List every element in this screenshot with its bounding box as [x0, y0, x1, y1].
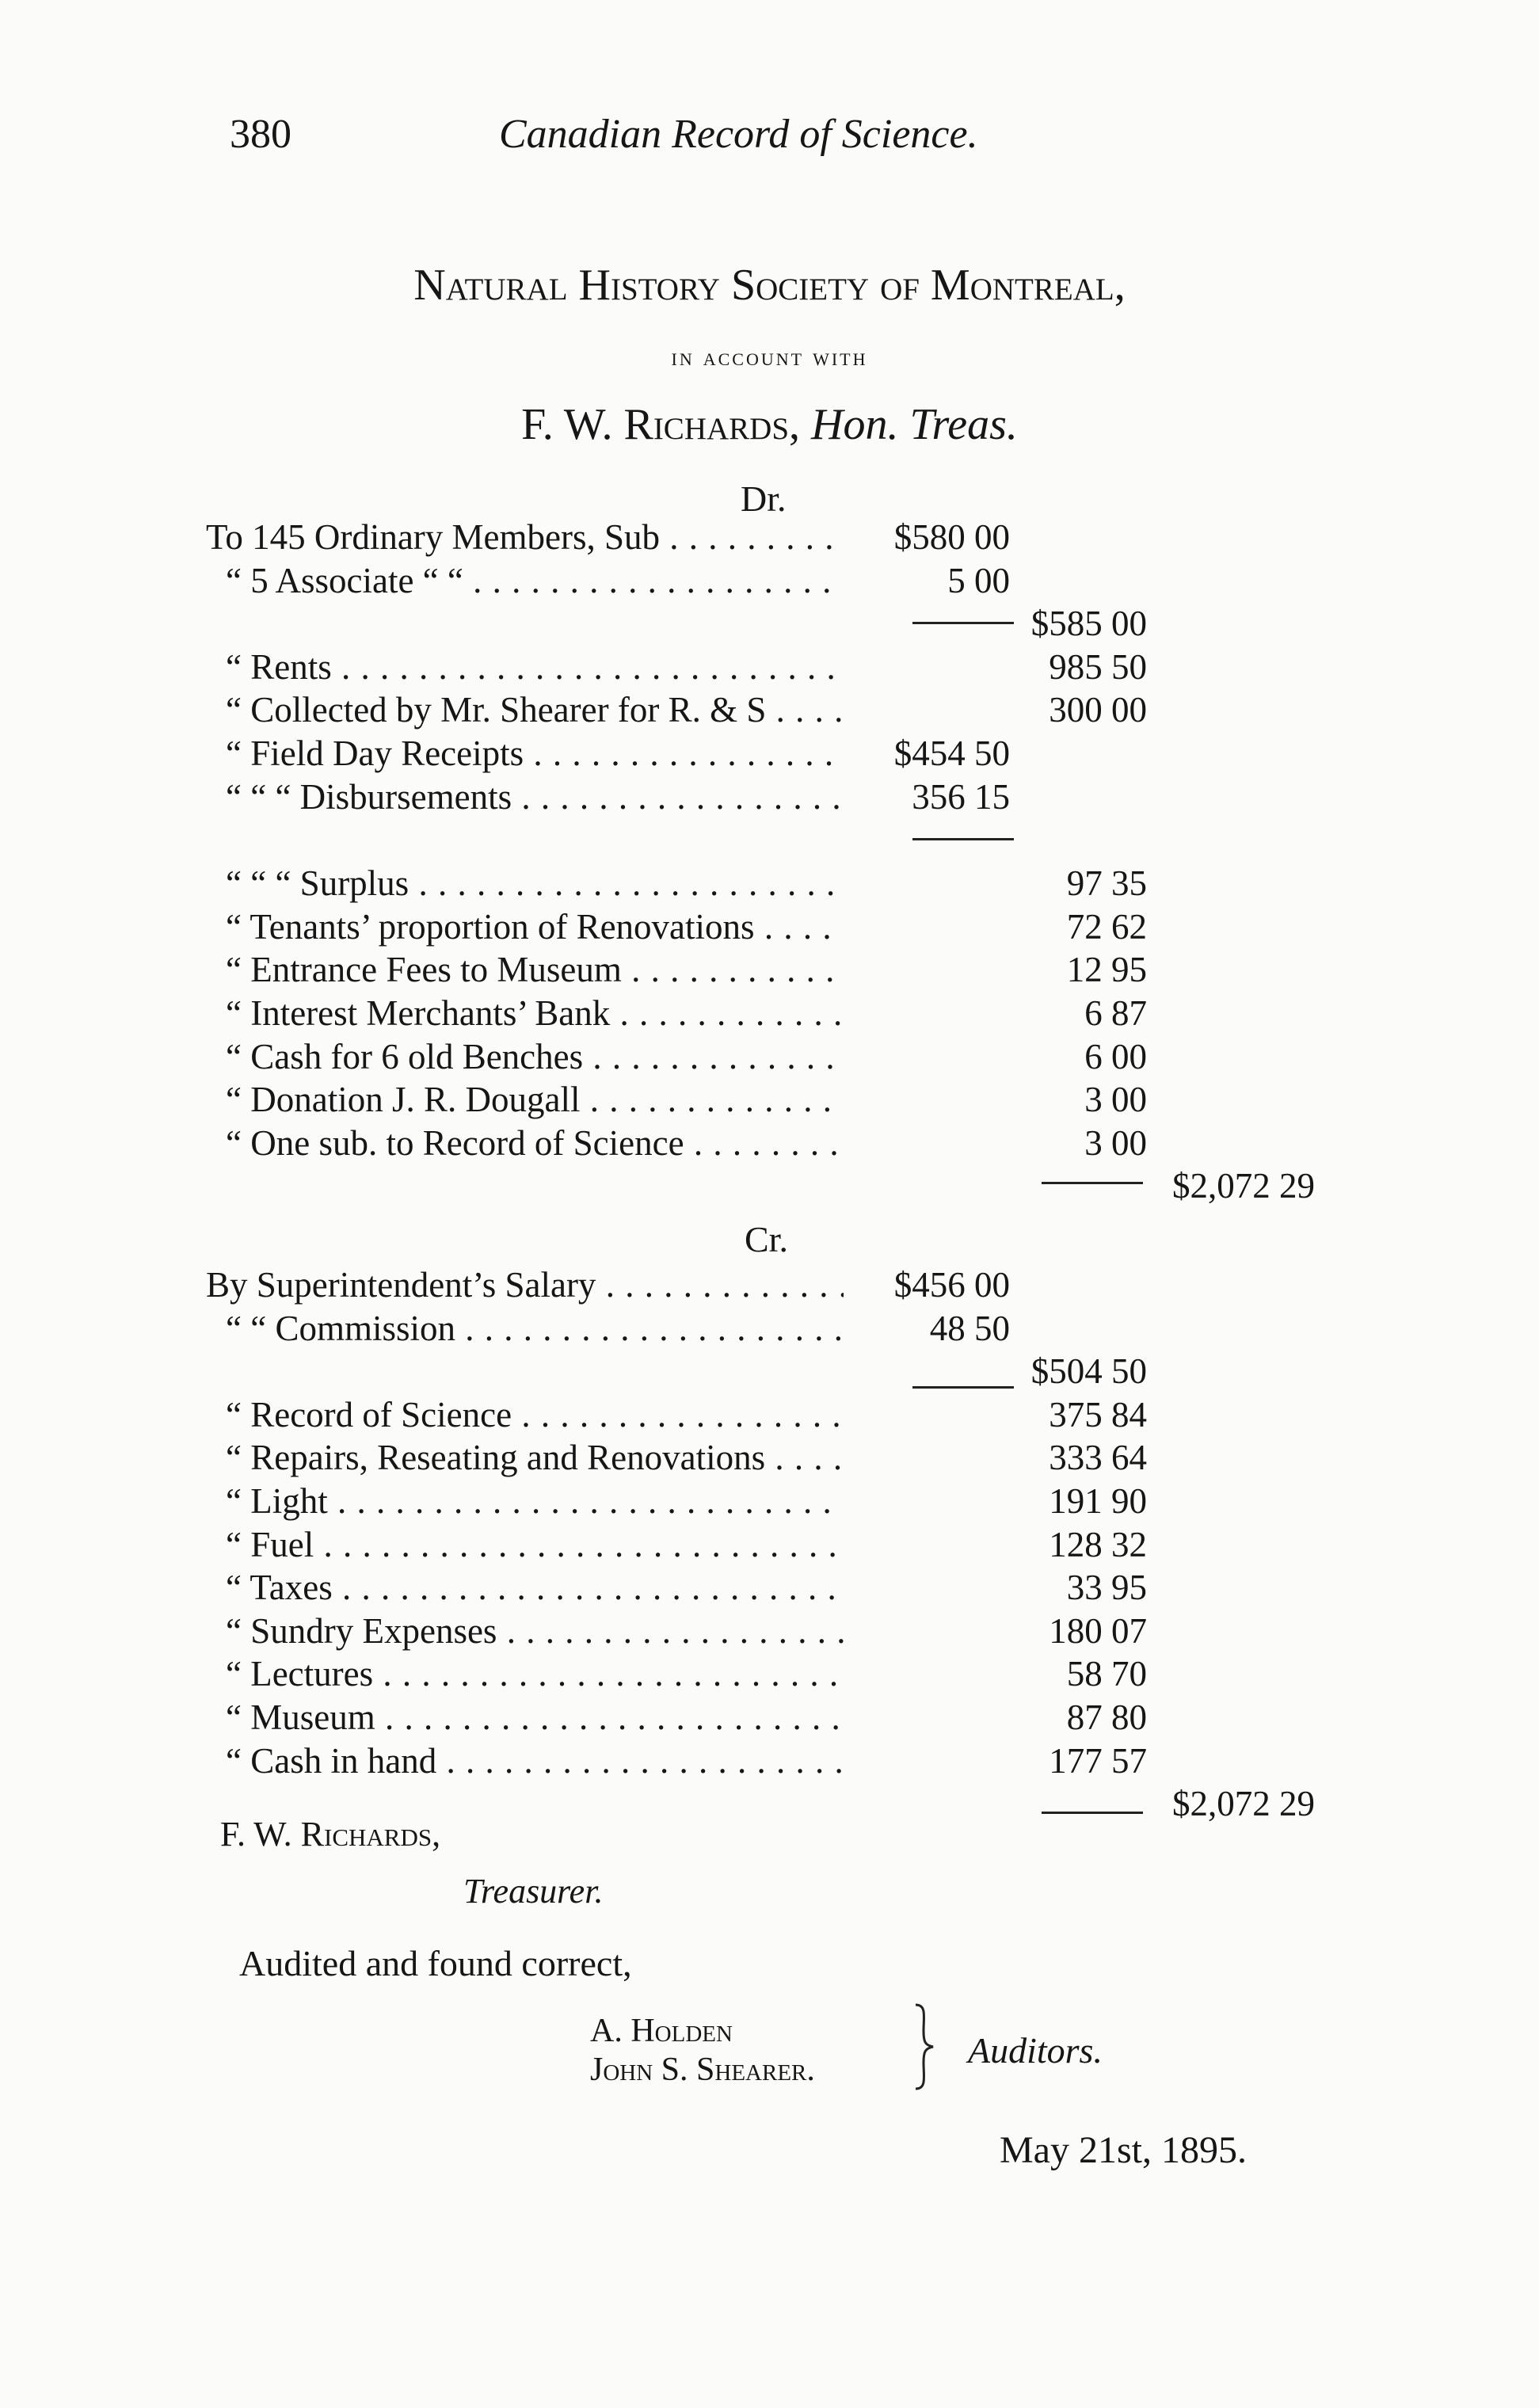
entry-label: “ Museum . . .	[226, 1695, 844, 1739]
amount-c2: 6 87	[1084, 993, 1147, 1033]
amount-c2: $585 00	[1030, 604, 1147, 644]
ledger-row	[0, 731, 1539, 775]
ledger-row	[0, 1479, 1539, 1523]
sum-rule	[912, 1386, 1014, 1389]
credit-heading: Cr.	[745, 1219, 788, 1259]
auditors-label: Auditors.	[968, 2030, 1103, 2071]
ledger-row	[0, 1349, 1539, 1393]
entry-label: “ Light . . .	[226, 1479, 844, 1523]
date-line: May 21st, 1895.	[1000, 2129, 1247, 2171]
entry-label: “ 5 Associate “ “ . . .	[226, 558, 844, 603]
ledger-row	[0, 1121, 1539, 1165]
amount-c3: $2,072 29	[1172, 1784, 1315, 1824]
account-subtitle: in account with	[671, 342, 868, 371]
amount-c2: 3 00	[1084, 1122, 1147, 1163]
entry-label: “ Cash in hand . . .	[226, 1739, 844, 1783]
entry-label: “ Taxes . . .	[226, 1565, 844, 1610]
ledger-row	[0, 905, 1539, 949]
entry-label: “ Field Day Receipts . . .	[226, 731, 844, 775]
sum-rule	[912, 622, 1014, 624]
amount-c1: $456 00	[893, 1265, 1010, 1305]
signature-title: Treasurer.	[463, 1872, 604, 1911]
amount-c2: 177 57	[1049, 1740, 1147, 1781]
entry-label: “ Lectures . . .	[226, 1652, 844, 1696]
amount-c2: 12 95	[1066, 950, 1147, 990]
amount-c1: $580 00	[893, 517, 1010, 557]
entry-label: “ Entrance Fees to Museum . . .	[226, 947, 844, 992]
entry-label: “ Record of Science . . .	[226, 1393, 844, 1437]
amount-c2: 97 35	[1066, 863, 1147, 904]
treasurer-name: F. W. Richards,	[521, 400, 801, 449]
ledger-row	[0, 1077, 1539, 1122]
ledger-row	[0, 645, 1539, 689]
amount-c2: $504 50	[1030, 1351, 1147, 1392]
auditor-brace	[912, 2002, 936, 2091]
amount-c1: 48 50	[929, 1308, 1010, 1348]
treasurer-role: Hon. Treas.	[811, 400, 1018, 449]
auditor-name: A. Holden	[590, 2013, 733, 2049]
ledger-row	[0, 1393, 1539, 1437]
audit-statement: Audited and found correct,	[239, 1943, 632, 1983]
entry-label: To 145 Ordinary Members, Sub . . .	[206, 515, 844, 559]
ledger-row	[0, 947, 1539, 992]
entry-label: “ Collected by Mr. Shearer for R. & S . . .	[226, 688, 844, 732]
entry-label: “ Sundry Expenses . . .	[226, 1609, 844, 1653]
ledger-row	[0, 1164, 1539, 1208]
amount-c3: $2,072 29	[1172, 1166, 1315, 1206]
ledger-row	[0, 1306, 1539, 1351]
ledger-row	[0, 688, 1539, 732]
ledger-row	[0, 1565, 1539, 1610]
entry-label: “ Repairs, Reseating and Renovations . . .	[226, 1435, 844, 1480]
amount-c2: 375 84	[1049, 1394, 1147, 1435]
entry-label: “ Donation J. R. Dougall . . .	[226, 1077, 844, 1122]
amount-c1: 356 15	[912, 776, 1010, 817]
amount-c2: 33 95	[1066, 1568, 1147, 1608]
ledger-row	[0, 601, 1539, 646]
entry-label: “ Fuel . . .	[226, 1522, 844, 1567]
entry-label: “ “ Commission . . .	[226, 1306, 844, 1351]
debit-heading: Dr.	[741, 478, 787, 519]
entry-label: “ “ “ Surplus . . .	[226, 861, 844, 905]
ledger-row	[0, 1435, 1539, 1480]
entry-label: By Superintendent’s Salary . . .	[206, 1263, 844, 1307]
ledger-row	[0, 861, 1539, 905]
entry-label: “ Interest Merchants’ Bank . . .	[226, 991, 844, 1035]
ledger-row	[0, 991, 1539, 1035]
ledger-row	[0, 558, 1539, 603]
entry-label: “ Cash for 6 old Benches . . .	[226, 1034, 844, 1079]
amount-c2: 6 00	[1084, 1036, 1147, 1076]
amount-c2: 3 00	[1084, 1080, 1147, 1120]
amount-c2: 87 80	[1066, 1697, 1147, 1737]
ledger-row	[0, 1609, 1539, 1653]
amount-c2: 180 07	[1049, 1610, 1147, 1651]
signature-name: F. W. Richards,	[220, 1815, 441, 1854]
ledger-row	[0, 1522, 1539, 1567]
amount-c2: 128 32	[1049, 1524, 1147, 1564]
amount-c2: 191 90	[1049, 1481, 1147, 1521]
entry-label: “ One sub. to Record of Science . . .	[226, 1121, 844, 1165]
amount-c1: 5 00	[947, 560, 1010, 600]
entry-label: “ “ “ Disbursements . . .	[226, 775, 844, 819]
account-title: Natural History Society of Montreal,	[413, 261, 1126, 310]
amount-c2: 72 62	[1066, 906, 1147, 947]
ledger-row	[0, 1739, 1539, 1783]
page-number: 380	[230, 112, 291, 157]
ledger-row	[0, 1695, 1539, 1739]
ledger-row	[0, 1263, 1539, 1307]
amount-c2: 300 00	[1049, 690, 1147, 730]
treasurer-heading	[0, 399, 1539, 450]
auditor-name: John S. Shearer.	[590, 2052, 815, 2088]
amount-c1: $454 50	[893, 733, 1010, 773]
entry-label: “ Tenants’ proportion of Renovations . . .	[226, 905, 844, 949]
ledger-row	[0, 515, 1539, 559]
ledger-row	[0, 1034, 1539, 1079]
amount-c2: 985 50	[1049, 646, 1147, 687]
amount-c2: 333 64	[1049, 1438, 1147, 1478]
amount-c2: 58 70	[1066, 1654, 1147, 1694]
sum-rule	[1042, 1812, 1143, 1814]
running-head: Canadian Record of Science.	[499, 112, 978, 157]
ledger-row	[0, 775, 1539, 819]
sum-rule	[1042, 1182, 1143, 1184]
sum-rule	[912, 838, 1014, 840]
ledger-row	[0, 1652, 1539, 1696]
entry-label: “ Rents . . .	[226, 645, 844, 689]
